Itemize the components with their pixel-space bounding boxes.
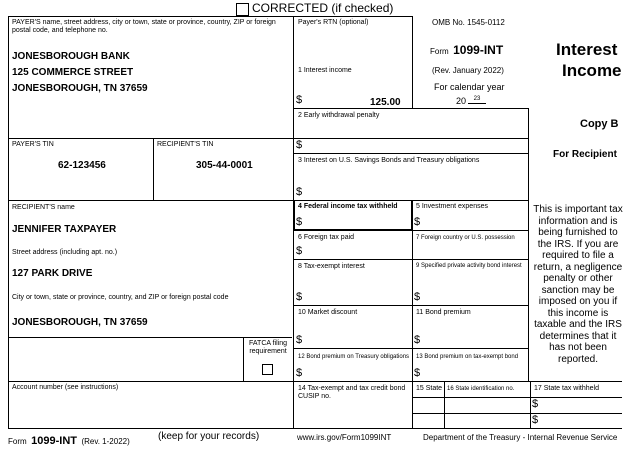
box8-dollar: $: [296, 291, 303, 303]
box14-label: 14 Tax-exempt and tax credit bond CUSIP no.: [298, 385, 406, 400]
form-revision: (Rev. January 2022): [432, 66, 504, 75]
fatca-checkbox[interactable]: [262, 364, 273, 375]
recipient-city-label: City or town, state or province, country, and ZIP or foreign postal code: [12, 294, 229, 301]
form-prefix: Form: [430, 47, 449, 56]
box17-label: 17 State tax withheld: [534, 385, 599, 392]
box4-label: 4 Federal income tax withheld: [298, 203, 398, 210]
account-label: Account number (see instructions): [12, 384, 119, 391]
recipient-tin-label: RECIPIENT'S TIN: [157, 141, 214, 148]
calendar-prefix: 20: [456, 96, 467, 106]
recipient-name: JENNIFER TAXPAYER: [12, 224, 117, 235]
box1-dollar: $: [296, 94, 303, 106]
title-income: Income: [562, 61, 622, 80]
box3-label: 3 Interest on U.S. Savings Bonds and Treasury obligations: [298, 157, 480, 164]
calendar-label: For calendar year: [434, 82, 505, 92]
form-title: [430, 41, 503, 59]
payer-city: JONESBOROUGH, TN 37659: [12, 83, 148, 94]
footer-url[interactable]: www.irs.gov/Form1099INT: [297, 433, 392, 442]
box3-dollar: $: [296, 186, 303, 198]
rtn-label: Payer's RTN (optional): [298, 19, 369, 26]
box7-label: 7 Foreign country or U.S. possession: [416, 235, 515, 241]
box12-label: 12 Bond premium on Treasury obligations: [298, 354, 410, 360]
footer-rev: (Rev. 1-2022): [81, 437, 130, 446]
box13-dollar: $: [414, 367, 421, 379]
box8-label: 8 Tax-exempt interest: [298, 263, 365, 270]
recipient-city: JONESBOROUGH, TN 37659: [12, 317, 148, 328]
omb-number: OMB No. 1545-0112: [432, 18, 505, 27]
footer-keep: (keep for your records): [158, 431, 260, 442]
box16-label: 16 State identification no.: [447, 386, 515, 392]
copy-label: Copy B: [580, 118, 619, 130]
payer-label: PAYER'S name, street address, city or town, state or province, country, ZIP or foreign postal code, and telephone no.: [12, 19, 276, 34]
payer-name: JONESBOROUGH BANK: [12, 51, 130, 62]
footer-form: [8, 431, 130, 449]
box9-label: 9 Specified private activity bond interest: [416, 263, 522, 269]
box11-label: 11 Bond premium: [416, 309, 471, 316]
sidebar-notice: This is important tax information and is being furnished to the IRS. If you are required to file a return, a negligence penalty or other sanction may be imposed on you if this income is taxable and the IRS determines that it has not been reported.: [533, 204, 623, 365]
corrected-checkbox[interactable]: [236, 3, 249, 16]
recipient-street: 127 PARK DRIVE: [12, 268, 93, 279]
calendar-year: 23: [468, 96, 486, 104]
footer-form-name: 1099-INT: [31, 435, 77, 447]
box9-dollar: $: [414, 291, 421, 303]
box17-dollar-2: $: [532, 414, 539, 426]
footer-dept: Department of the Treasury - Internal Revenue Service: [423, 433, 618, 442]
recipient-street-label: Street address (including apt. no.): [12, 249, 118, 256]
box5-dollar: $: [414, 216, 421, 228]
recipient-tin: 305-44-0001: [196, 160, 253, 171]
box1-label: 1 Interest income: [298, 67, 352, 74]
box12-dollar: $: [296, 367, 303, 379]
box1-value: 125.00: [370, 97, 401, 108]
box11-dollar: $: [414, 334, 421, 346]
box5-label: 5 Investment expenses: [416, 203, 488, 210]
payer-tin-label: PAYER'S TIN: [12, 141, 54, 148]
box13-label: 13 Bond premium on tax-exempt bond: [416, 354, 519, 360]
box2-dollar: $: [296, 139, 303, 151]
box2-label: 2 Early withdrawal penalty: [298, 112, 380, 119]
recipient-name-label: RECIPIENT'S name: [12, 204, 75, 211]
payer-street: 125 COMMERCE STREET: [12, 67, 134, 78]
box4-dollar: $: [296, 216, 303, 228]
corrected-label: CORRECTED (if checked): [252, 1, 394, 15]
payer-tin: 62-123456: [58, 160, 106, 171]
box17-dollar-1: $: [532, 398, 539, 410]
box10-label: 10 Market discount: [298, 309, 358, 316]
for-recipient-label: For Recipient: [553, 149, 617, 160]
box15-label: 15 State: [416, 385, 443, 392]
box6-label: 6 Foreign tax paid: [298, 234, 355, 241]
box6-dollar: $: [296, 245, 303, 257]
title-interest: Interest: [556, 40, 618, 59]
form-name: 1099-INT: [453, 43, 504, 57]
footer-form-prefix: Form: [8, 437, 27, 446]
box10-dollar: $: [296, 334, 303, 346]
fatca-label: FATCA filing requirement: [249, 340, 287, 355]
